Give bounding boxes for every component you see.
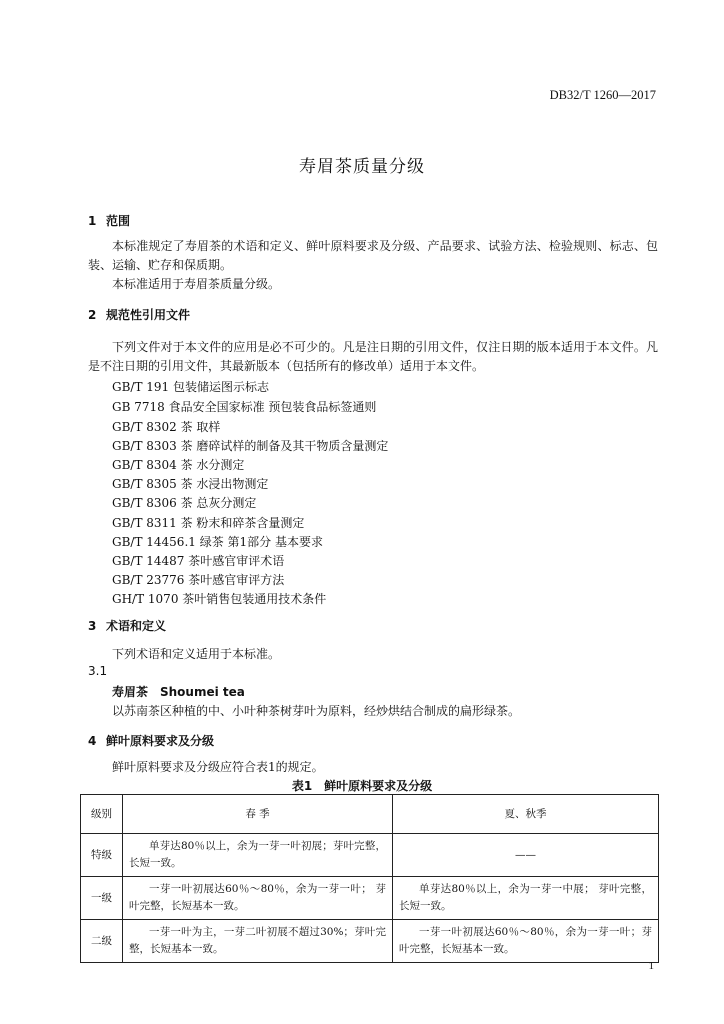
summer-autumn-cell: 单芽达80％以上，余为一芽一中展； 芽叶完整，长短一致。 [393, 877, 659, 920]
document-title: 寿眉茶质量分级 [299, 157, 425, 177]
grade-cell: 二级 [81, 920, 123, 963]
section-3-title: 术语和定义 [106, 619, 167, 633]
grade-cell: 特级 [81, 834, 123, 877]
reference-item: GB/T 8303 茶 磨碎试样的制备及其干物质含量测定 [112, 439, 389, 453]
term-title: 寿眉茶 Shoumei tea [112, 685, 245, 699]
section-4-heading [88, 732, 214, 749]
table-row [81, 877, 659, 920]
section-2-title: 规范性引用文件 [106, 308, 191, 322]
table-header-summer-autumn: 夏、秋季 [393, 795, 659, 834]
spring-cell: 单芽达80％以上，余为一芽一叶初展；芽叶完整，长短一致。 [123, 834, 393, 877]
summer-autumn-cell: 一芽一叶初展达60％～80％，余为一芽一叶；芽叶完整，长短基本一致。 [393, 920, 659, 963]
section-4-number: 4 [88, 734, 97, 748]
table-row [81, 920, 659, 963]
reference-item: GB 7718 食品安全国家标准 预包装食品标签通则 [112, 400, 377, 414]
section-1-title: 范围 [106, 214, 131, 228]
section-4-paragraph-1: 鲜叶原料要求及分级应符合表1的规定。 [112, 760, 324, 774]
table-header-row [81, 795, 659, 834]
section-2-number: 2 [88, 308, 97, 322]
reference-item: GB/T 8302 茶 取样 [112, 420, 221, 434]
section-1-paragraph-1: 本标准规定了寿眉茶的术语和定义、鲜叶原料要求及分级、产品要求、试验方法、检验规则、标志、包装、运输、贮存和保质期。 [88, 239, 658, 272]
section-1-number: 1 [88, 214, 97, 228]
section-4-title: 鲜叶原料要求及分级 [106, 734, 215, 748]
section-3-paragraph-1: 下列术语和定义适用于本标准。 [112, 647, 281, 661]
document-code: DB32/T 1260—2017 [549, 88, 656, 102]
reference-item: GB/T 14487 茶叶感官审评术语 [112, 554, 285, 568]
page-number: 1 [648, 960, 654, 972]
reference-item: GB/T 23776 茶叶感官审评方法 [112, 573, 285, 587]
table-row [81, 834, 659, 877]
table-caption: 表1 鲜叶原料要求及分级 [291, 779, 433, 793]
table-header-grade: 级别 [81, 795, 123, 834]
section-2-heading [88, 306, 190, 323]
reference-item: GB/T 8306 茶 总灰分测定 [112, 496, 257, 510]
reference-item: GB/T 8304 茶 水分测定 [112, 458, 245, 472]
section-2-paragraph-1: 下列文件对于本文件的应用是必不可少的。凡是注日期的引用文件，仅注日期的版本适用于本文件。凡是不注日期的引用文件，其最新版本（包括所有的修改单）适用于本文件。 [88, 340, 658, 373]
section-3-heading [88, 617, 166, 634]
spring-cell: 一芽一叶为主，一芽二叶初展不超过30%；芽叶完整，长短基本一致。 [123, 920, 393, 963]
section-3-number: 3 [88, 619, 97, 633]
summer-autumn-cell: —— [393, 834, 659, 877]
reference-item: GB/T 14456.1 绿茶 第1部分 基本要求 [112, 535, 323, 549]
term-definition: 以苏南茶区种植的中、小叶种茶树芽叶为原料，经炒烘结合制成的扁形绿茶。 [112, 704, 521, 718]
grade-cell: 一级 [81, 877, 123, 920]
subsection-3-1-number: 3.1 [88, 664, 108, 678]
table-header-spring: 春 季 [123, 795, 393, 834]
reference-item: GH/T 1070 茶叶销售包装通用技术条件 [112, 592, 327, 606]
spring-cell: 一芽一叶初展达60％～80％，余为一芽一叶； 芽叶完整，长短基本一致。 [123, 877, 393, 920]
section-1-heading [88, 212, 130, 229]
reference-item: GB/T 191 包装储运图示标志 [112, 380, 269, 394]
reference-item: GB/T 8305 茶 水浸出物测定 [112, 477, 269, 491]
raw-leaf-grading-table [80, 794, 659, 963]
reference-item: GB/T 8311 茶 粉末和碎茶含量测定 [112, 516, 305, 530]
section-1-paragraph-2: 本标准适用于寿眉茶质量分级。 [112, 277, 281, 291]
